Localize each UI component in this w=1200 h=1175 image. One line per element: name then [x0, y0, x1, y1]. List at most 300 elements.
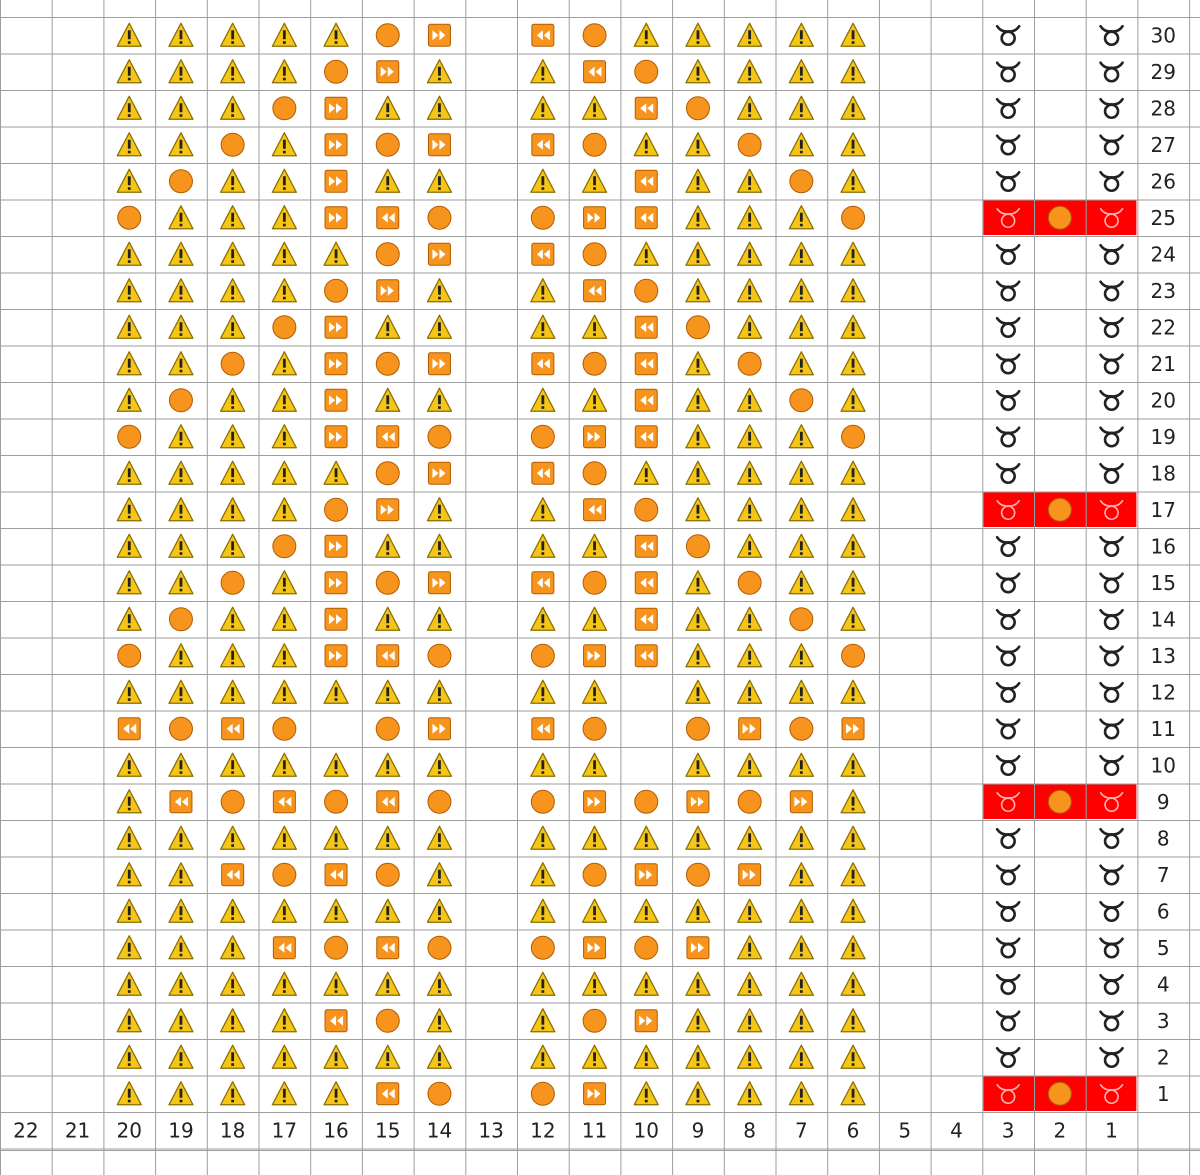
orange-circle-shape — [376, 717, 399, 740]
warning-bar — [231, 979, 234, 988]
warning-bar — [386, 541, 389, 550]
warning-dot — [852, 114, 855, 117]
warning-bar — [593, 906, 596, 915]
orange-circle-icon — [118, 644, 141, 667]
orange-circle-shape — [635, 279, 658, 302]
warning-bar — [180, 760, 183, 769]
warning-dot — [748, 771, 751, 774]
orange-circle-icon — [531, 425, 554, 448]
warning-dot — [593, 771, 596, 774]
warning-dot — [335, 771, 338, 774]
warning-dot — [438, 187, 441, 190]
orange-circle-icon — [531, 790, 554, 813]
fast-forward-square-icon — [635, 864, 657, 886]
orange-circle-shape — [428, 936, 451, 959]
warning-dot — [283, 771, 286, 774]
orange-circle-shape — [583, 243, 606, 266]
warning-bar — [335, 906, 338, 915]
column-number-label: 21 — [64, 1118, 91, 1143]
warning-bar — [852, 176, 855, 185]
warning-dot — [748, 333, 751, 336]
fast-forward-square-icon — [635, 1010, 657, 1032]
warning-bar — [697, 468, 700, 477]
warning-dot — [180, 881, 183, 884]
orange-circle-icon — [790, 389, 813, 412]
rewind-square-icon — [584, 499, 606, 521]
warning-bar — [231, 906, 234, 915]
warning-dot — [231, 41, 234, 44]
orange-circle-shape — [325, 936, 348, 959]
warning-bar — [386, 614, 389, 623]
orange-circle-shape — [738, 790, 761, 813]
warning-dot — [180, 114, 183, 117]
warning-dot — [128, 370, 131, 373]
orange-circle-icon — [686, 863, 709, 886]
warning-dot — [697, 406, 700, 409]
warning-bar — [593, 103, 596, 112]
warning-bar — [852, 1089, 855, 1098]
column-number-label: 8 — [743, 1118, 757, 1143]
warning-bar — [852, 395, 855, 404]
warning-dot — [438, 333, 441, 336]
orange-circle-shape — [273, 535, 296, 558]
orange-circle-shape — [583, 863, 606, 886]
warning-dot — [283, 662, 286, 665]
warning-bar — [231, 432, 234, 441]
orange-circle-icon — [169, 389, 192, 412]
warning-bar — [697, 979, 700, 988]
rewind-square-icon — [377, 426, 399, 448]
warning-dot — [593, 698, 596, 701]
warning-dot — [697, 370, 700, 373]
warning-dot — [283, 443, 286, 446]
warning-bar — [231, 176, 234, 185]
row-number-label: 1 — [1156, 1081, 1170, 1106]
fast-forward-square-icon — [325, 572, 347, 594]
column-number-label: 15 — [375, 1118, 401, 1143]
rewind-square-icon — [273, 791, 295, 813]
warning-bar — [541, 906, 544, 915]
orange-circle-shape — [169, 608, 192, 631]
warning-bar — [645, 1089, 648, 1098]
warning-bar — [852, 979, 855, 988]
orange-circle-shape — [531, 644, 554, 667]
warning-bar — [283, 505, 286, 514]
fast-forward-square-icon — [325, 645, 347, 667]
warning-bar — [231, 760, 234, 769]
rewind-square-icon — [635, 608, 657, 630]
warning-bar — [852, 614, 855, 623]
warning-dot — [283, 224, 286, 227]
orange-circle-icon — [376, 1009, 399, 1032]
rewind-square-icon — [635, 207, 657, 229]
warning-dot — [386, 698, 389, 701]
warning-dot — [128, 151, 131, 154]
warning-dot — [541, 990, 544, 993]
warning-dot — [645, 479, 648, 482]
warning-bar — [128, 943, 131, 952]
warning-bar — [128, 468, 131, 477]
warning-dot — [748, 917, 751, 920]
warning-bar — [128, 1052, 131, 1061]
warning-bar — [283, 760, 286, 769]
warning-dot — [697, 625, 700, 628]
warning-bar — [645, 1052, 648, 1061]
warning-dot — [800, 333, 803, 336]
orange-circle-shape — [583, 717, 606, 740]
warning-dot — [180, 41, 183, 44]
fast-forward-square-icon — [325, 207, 347, 229]
row-number-label: 24 — [1150, 242, 1176, 267]
rewind-square-icon — [170, 791, 192, 813]
warning-bar — [800, 943, 803, 952]
warning-bar — [180, 322, 183, 331]
warning-dot — [128, 808, 131, 811]
warning-bar — [180, 30, 183, 39]
warning-bar — [438, 1052, 441, 1061]
warning-dot — [541, 771, 544, 774]
warning-dot — [852, 406, 855, 409]
orange-circle-shape — [738, 133, 761, 156]
row-number-label: 30 — [1150, 23, 1176, 48]
orange-circle-icon — [635, 498, 658, 521]
warning-dot — [128, 698, 131, 701]
orange-circle-shape — [273, 863, 296, 886]
warning-dot — [800, 1100, 803, 1103]
warning-dot — [283, 151, 286, 154]
warning-dot — [283, 1100, 286, 1103]
warning-bar — [852, 1016, 855, 1025]
warning-dot — [231, 297, 234, 300]
orange-circle-shape — [428, 1082, 451, 1105]
warning-dot — [800, 151, 803, 154]
warning-dot — [386, 990, 389, 993]
warning-dot — [128, 260, 131, 263]
warning-dot — [438, 844, 441, 847]
warning-dot — [438, 771, 441, 774]
warning-dot — [697, 589, 700, 592]
warning-dot — [748, 41, 751, 44]
orange-circle-shape — [635, 936, 658, 959]
warning-dot — [231, 516, 234, 519]
warning-bar — [283, 578, 286, 587]
warning-dot — [231, 187, 234, 190]
warning-bar — [800, 541, 803, 550]
warning-bar — [800, 760, 803, 769]
row-number-label: 5 — [1156, 935, 1170, 960]
warning-bar — [800, 1016, 803, 1025]
warning-dot — [800, 260, 803, 263]
warning-dot — [128, 1027, 131, 1030]
warning-bar — [852, 359, 855, 368]
warning-bar — [800, 906, 803, 915]
orange-circle-icon — [273, 97, 296, 120]
warning-bar — [128, 67, 131, 76]
orange-circle-icon — [376, 571, 399, 594]
warning-bar — [335, 30, 338, 39]
orange-circle-shape — [169, 170, 192, 193]
orange-circle-shape — [1048, 206, 1071, 229]
column-number-label: 1 — [1105, 1118, 1118, 1143]
warning-bar — [697, 286, 700, 295]
warning-bar — [748, 213, 751, 222]
warning-dot — [128, 78, 131, 81]
fast-forward-square-icon — [584, 1083, 606, 1105]
orange-circle-shape — [1048, 1082, 1071, 1105]
warning-bar — [852, 67, 855, 76]
warning-dot — [283, 990, 286, 993]
warning-dot — [128, 114, 131, 117]
warning-dot — [438, 516, 441, 519]
warning-dot — [800, 443, 803, 446]
orange-circle-icon — [325, 498, 348, 521]
warning-dot — [231, 443, 234, 446]
row-number-label: 19 — [1150, 424, 1176, 449]
warning-bar — [748, 249, 751, 258]
warning-bar — [283, 213, 286, 222]
warning-dot — [283, 78, 286, 81]
warning-bar — [128, 760, 131, 769]
warning-dot — [593, 114, 596, 117]
fast-forward-square-icon — [325, 170, 347, 192]
warning-bar — [593, 395, 596, 404]
orange-circle-shape — [790, 608, 813, 631]
rewind-square-icon — [635, 426, 657, 448]
warning-bar — [697, 687, 700, 696]
warning-dot — [541, 114, 544, 117]
warning-dot — [852, 954, 855, 957]
warning-dot — [231, 406, 234, 409]
warning-bar — [697, 67, 700, 76]
warning-dot — [386, 625, 389, 628]
warning-dot — [180, 662, 183, 665]
warning-bar — [800, 30, 803, 39]
column-number-label: 4 — [950, 1118, 963, 1143]
orange-circle-shape — [376, 1009, 399, 1032]
orange-circle-icon — [738, 571, 761, 594]
orange-circle-shape — [273, 717, 296, 740]
warning-bar — [852, 797, 855, 806]
warning-bar — [593, 541, 596, 550]
row-number-label: 28 — [1150, 96, 1176, 121]
warning-dot — [697, 771, 700, 774]
warning-dot — [386, 917, 389, 920]
rewind-square-icon — [222, 864, 244, 886]
column-number-label: 18 — [219, 1118, 246, 1143]
warning-bar — [386, 103, 389, 112]
warning-dot — [800, 589, 803, 592]
warning-bar — [748, 687, 751, 696]
orange-circle-icon — [583, 1009, 606, 1032]
rewind-square-icon — [635, 645, 657, 667]
warning-bar — [283, 687, 286, 696]
orange-circle-icon — [428, 936, 451, 959]
row-number-label: 16 — [1150, 534, 1176, 559]
orange-circle-shape — [376, 462, 399, 485]
warning-bar — [852, 1052, 855, 1061]
orange-circle-shape — [583, 133, 606, 156]
orange-circle-shape — [738, 571, 761, 594]
warning-bar — [748, 67, 751, 76]
warning-bar — [128, 541, 131, 550]
warning-bar — [748, 103, 751, 112]
warning-bar — [335, 1089, 338, 1098]
warning-dot — [541, 333, 544, 336]
orange-circle-icon — [428, 425, 451, 448]
warning-dot — [180, 954, 183, 957]
fast-forward-square-icon — [325, 608, 347, 630]
warning-bar — [438, 870, 441, 879]
orange-circle-shape — [583, 1009, 606, 1032]
warning-bar — [697, 614, 700, 623]
rewind-square-icon — [377, 1083, 399, 1105]
warning-bar — [800, 67, 803, 76]
warning-dot — [593, 990, 596, 993]
warning-dot — [541, 881, 544, 884]
column-number-label: 9 — [691, 1118, 705, 1143]
warning-bar — [283, 286, 286, 295]
warning-bar — [283, 30, 286, 39]
warning-dot — [852, 844, 855, 847]
orange-circle-shape — [376, 243, 399, 266]
warning-bar — [335, 979, 338, 988]
warning-dot — [283, 516, 286, 519]
orange-circle-icon — [273, 535, 296, 558]
warning-bar — [593, 687, 596, 696]
warning-bar — [697, 140, 700, 149]
warning-bar — [128, 249, 131, 258]
warning-bar — [128, 322, 131, 331]
warning-dot — [231, 114, 234, 117]
warning-bar — [180, 943, 183, 952]
warning-dot — [800, 41, 803, 44]
warning-dot — [645, 260, 648, 263]
orange-circle-icon — [1048, 1082, 1071, 1105]
warning-dot — [541, 297, 544, 300]
warning-dot — [697, 78, 700, 81]
warning-dot — [800, 1027, 803, 1030]
warning-bar — [852, 578, 855, 587]
warning-dot — [748, 406, 751, 409]
warning-dot — [438, 1063, 441, 1066]
orange-circle-icon — [118, 206, 141, 229]
rewind-square-icon — [532, 134, 554, 156]
warning-dot — [852, 78, 855, 81]
row-number-label: 12 — [1150, 680, 1176, 705]
warning-bar — [180, 979, 183, 988]
warning-dot — [231, 1100, 234, 1103]
warning-bar — [748, 614, 751, 623]
warning-bar — [541, 67, 544, 76]
warning-bar — [852, 322, 855, 331]
orange-circle-shape — [428, 425, 451, 448]
row-number-label: 2 — [1156, 1045, 1170, 1070]
warning-bar — [283, 1016, 286, 1025]
warning-dot — [697, 297, 700, 300]
warning-dot — [852, 151, 855, 154]
warning-bar — [800, 979, 803, 988]
warning-bar — [645, 468, 648, 477]
orange-circle-icon — [583, 352, 606, 375]
orange-circle-icon — [376, 352, 399, 375]
fast-forward-square-icon — [325, 535, 347, 557]
warning-bar — [593, 614, 596, 623]
rewind-square-icon — [584, 280, 606, 302]
warning-bar — [852, 541, 855, 550]
warning-bar — [852, 140, 855, 149]
orange-circle-shape — [531, 1082, 554, 1105]
warning-bar — [541, 760, 544, 769]
warning-dot — [852, 1063, 855, 1066]
warning-dot — [128, 917, 131, 920]
fast-forward-square-icon — [325, 426, 347, 448]
warning-dot — [697, 187, 700, 190]
orange-circle-icon — [583, 462, 606, 485]
warning-dot — [335, 260, 338, 263]
warning-dot — [438, 1027, 441, 1030]
warning-bar — [386, 760, 389, 769]
warning-bar — [128, 797, 131, 806]
warning-bar — [180, 505, 183, 514]
warning-dot — [438, 625, 441, 628]
orange-circle-shape — [842, 425, 865, 448]
orange-circle-icon — [635, 279, 658, 302]
warning-bar — [128, 1089, 131, 1098]
warning-bar — [541, 505, 544, 514]
column-number-label: 2 — [1053, 1118, 1067, 1143]
row-number-label: 21 — [1150, 351, 1176, 376]
warning-bar — [180, 67, 183, 76]
warning-dot — [386, 552, 389, 555]
warning-dot — [386, 844, 389, 847]
column-number-label: 12 — [530, 1118, 556, 1143]
warning-bar — [438, 979, 441, 988]
warning-bar — [231, 1052, 234, 1061]
row-number-label: 8 — [1156, 826, 1170, 851]
warning-bar — [697, 249, 700, 258]
warning-dot — [800, 917, 803, 920]
orange-circle-icon — [738, 352, 761, 375]
warning-bar — [800, 870, 803, 879]
warning-dot — [852, 41, 855, 44]
warning-bar — [697, 578, 700, 587]
warning-bar — [541, 395, 544, 404]
warning-bar — [748, 979, 751, 988]
warning-dot — [283, 698, 286, 701]
row-number-label: 14 — [1150, 607, 1176, 632]
warning-bar — [438, 541, 441, 550]
warning-dot — [231, 662, 234, 665]
warning-dot — [231, 844, 234, 847]
warning-bar — [180, 359, 183, 368]
warning-dot — [800, 370, 803, 373]
fast-forward-square-icon — [428, 243, 450, 265]
warning-bar — [800, 1052, 803, 1061]
warning-bar — [386, 979, 389, 988]
orange-circle-shape — [738, 352, 761, 375]
warning-bar — [283, 468, 286, 477]
orange-circle-icon — [118, 425, 141, 448]
warning-bar — [438, 614, 441, 623]
warning-dot — [748, 990, 751, 993]
warning-dot — [852, 260, 855, 263]
orange-circle-icon — [842, 644, 865, 667]
warning-dot — [180, 443, 183, 446]
orange-circle-shape — [583, 571, 606, 594]
warning-bar — [231, 322, 234, 331]
orange-circle-shape — [531, 936, 554, 959]
orange-circle-icon — [738, 133, 761, 156]
